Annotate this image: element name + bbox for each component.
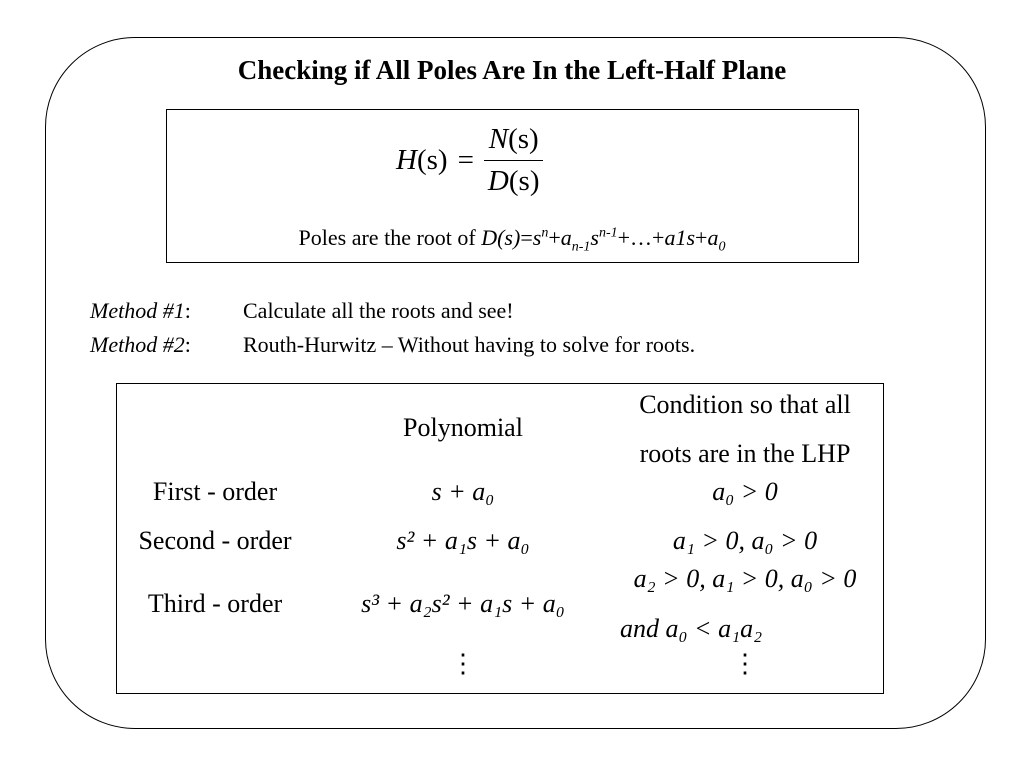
- row-second-order-condition: a₁ > 0, a₀ > 0: [672, 526, 818, 555]
- eq-numerator-arg: (s): [508, 122, 539, 155]
- row-first-order-label: First - order: [152, 477, 278, 506]
- header-condition-line2: roots are in the LHP: [639, 439, 851, 468]
- method-2-text: Routh-Hurwitz – Without having to solve for roots.: [243, 332, 696, 357]
- method-2-colon: :: [184, 332, 191, 357]
- eq-numerator: [485, 123, 543, 160]
- poly-ellipsis: ⋮: [450, 649, 476, 678]
- eq-denominator-symbol: D: [487, 164, 509, 197]
- method-1-colon: :: [184, 298, 191, 323]
- row-first-order-poly: s + a₀: [431, 477, 495, 506]
- poles-statement: [0, 225, 1024, 255]
- row-third-order-condition: a₂ > 0, a₁ > 0, a₀ > 0: [633, 564, 857, 593]
- poles-sup-n: n: [541, 225, 549, 241]
- poles-s1: s: [532, 225, 542, 250]
- method-1-label: Method #1: [90, 298, 185, 323]
- method-2: [90, 332, 696, 358]
- poles-sub-0: 0: [718, 239, 726, 255]
- eq-denominator-arg: (s): [508, 164, 540, 197]
- method-2-label: Method #2: [90, 332, 185, 357]
- poles-s2: s: [590, 225, 599, 250]
- row-first-order-condition: a₀ > 0: [712, 477, 778, 506]
- row-third-order-label: Third - order: [147, 589, 283, 618]
- row-third-order-poly: s³ + a₂s² + a₁s + a₀: [361, 589, 565, 618]
- poles-a1s: a1s: [664, 225, 696, 250]
- method-1-text: Calculate all the roots and see!: [243, 298, 514, 323]
- poles-prefix: Poles are the root of: [298, 225, 482, 250]
- row-second-order-poly: s² + a₁s + a₀: [396, 526, 530, 555]
- slide-title: Checking if All Poles Are In the Left-Half Plane: [237, 55, 787, 85]
- eq-fraction: [484, 123, 544, 198]
- poles-eq: =: [520, 225, 533, 250]
- method-1: [90, 298, 514, 324]
- header-polynomial: Polynomial: [403, 413, 523, 442]
- poles-plus1: +: [548, 225, 561, 250]
- poles-sub-n1: n-1: [571, 239, 591, 255]
- condition-ellipsis: ⋮: [732, 649, 758, 678]
- row-second-order-label: Second - order: [138, 526, 292, 555]
- eq-numerator-symbol: N: [488, 122, 509, 155]
- transfer-function-equation: [396, 115, 543, 205]
- poles-plus2: +: [695, 225, 708, 250]
- poles-a-n1: a: [560, 225, 572, 250]
- poles-a0: a: [707, 225, 719, 250]
- eq-lhs-arg: (s): [416, 143, 448, 176]
- eq-denominator: [484, 160, 544, 198]
- poles-rest: +…+: [617, 225, 665, 250]
- eq-lhs: H: [396, 143, 417, 176]
- row-third-order-condition-extra: and a₀ < a₁a₂: [620, 614, 763, 643]
- eq-equals: =: [457, 143, 474, 176]
- poles-sup-n1: n-1: [598, 225, 618, 241]
- header-condition-line1: Condition so that all: [639, 390, 851, 419]
- poles-ds: D(s): [481, 225, 521, 250]
